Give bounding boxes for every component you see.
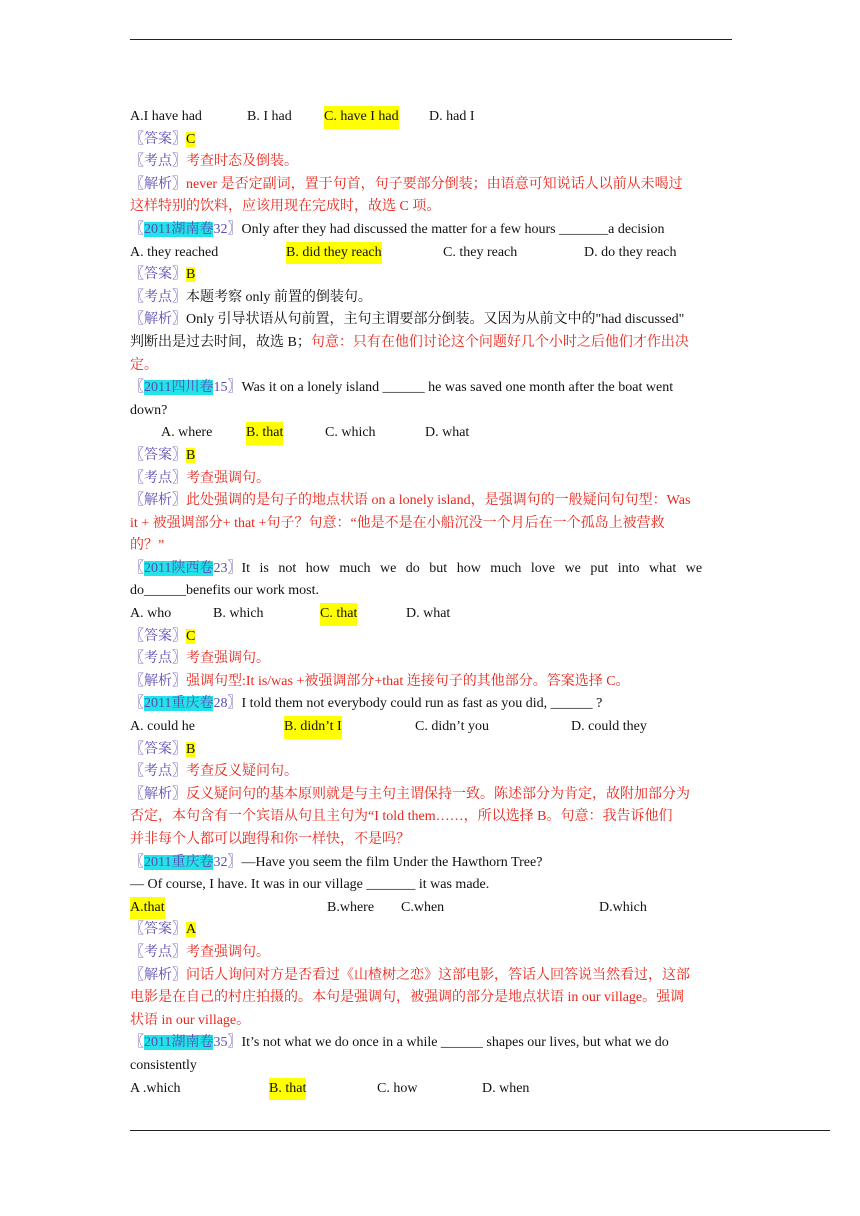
q6-source: 2011重庆卷 bbox=[144, 854, 214, 870]
q3-analysis-line-1 bbox=[130, 490, 730, 513]
footer-rule bbox=[130, 1130, 830, 1131]
analysis-label: 〖解析〗 bbox=[130, 493, 186, 509]
q5-source: 2011重庆卷 bbox=[144, 696, 214, 712]
q3-option-b: B. that bbox=[246, 422, 283, 445]
q3-options bbox=[130, 422, 730, 445]
answer-label: 〖答案〗 bbox=[130, 628, 186, 644]
q2-stem: Only after they had discussed the matter for a few hours _______a decision bbox=[241, 221, 665, 237]
q2-analysis-line-2 bbox=[130, 332, 730, 355]
q6-answer-line bbox=[130, 919, 730, 942]
q7-option-a: A .which bbox=[130, 1080, 181, 1096]
source-bracket: 〖 bbox=[130, 854, 144, 870]
q6-stem-line-1 bbox=[130, 852, 730, 875]
q7-stem-line-2: consistently bbox=[130, 1057, 197, 1073]
q4-source: 2011陕西卷 bbox=[144, 560, 214, 576]
q2-source-number: 32 bbox=[213, 221, 228, 237]
q7-option-c: C. how bbox=[377, 1080, 418, 1096]
q6-analysis-line-3: 状语 in our village。 bbox=[130, 1012, 251, 1028]
q6-options bbox=[130, 897, 730, 920]
q7-stem: It’s not what we do once in a while ______ shapes our lives, but what we do bbox=[241, 1035, 669, 1051]
q6-option-b: B.where bbox=[327, 899, 375, 915]
analysis-text: 判断出是过去时间，故选 B； bbox=[130, 334, 311, 350]
q5-source-number: 28 bbox=[213, 696, 228, 712]
analysis-text: never 是否定副词，置于句首，句子要部分倒装；由语意可知说话人以前从未喝过 bbox=[186, 176, 683, 192]
q5-point-line bbox=[130, 761, 730, 784]
q4-analysis-line-1 bbox=[130, 671, 730, 694]
q6-analysis-line-2: 电影是在自己的村庄拍摄的。本句是强调句，被强调的部分是地点状语 in our village。强调 bbox=[130, 990, 685, 1006]
source-bracket: 〖 bbox=[130, 1035, 144, 1051]
q5-stem-line bbox=[130, 693, 730, 716]
q3-option-a: A. where bbox=[161, 425, 213, 441]
q5-option-d: D. could they bbox=[571, 719, 647, 735]
source-bracket: 〗 bbox=[227, 380, 242, 396]
q4-source-number: 23 bbox=[213, 560, 228, 576]
answer-label: 〖答案〗 bbox=[130, 741, 186, 757]
source-bracket: 〖 bbox=[130, 221, 144, 237]
q3-stem-line-2: down? bbox=[130, 402, 168, 418]
q2-answer-line bbox=[130, 264, 730, 287]
answer-label: 〖答案〗 bbox=[130, 447, 186, 463]
q4-options bbox=[130, 603, 730, 626]
q6-option-a: A.that bbox=[130, 897, 165, 920]
q5-analysis-line-1 bbox=[130, 784, 730, 807]
analysis-text: 强调句型:It is/was +被强调部分+that 连接句子的其他部分。答案选择 C。 bbox=[186, 673, 630, 689]
q1-analysis-line-1 bbox=[130, 174, 730, 197]
analysis-text: 反义疑问句的基本原则就是与主句主谓保持一致。陈述部分为肯定，故附加部分为 bbox=[186, 786, 690, 802]
q7-stem-line-1 bbox=[130, 1032, 730, 1055]
point-text: 考查强调句。 bbox=[186, 651, 270, 667]
point-label: 〖考点〗 bbox=[130, 651, 186, 667]
answer-value: C bbox=[186, 628, 196, 644]
q3-source: 2011四川卷 bbox=[144, 380, 214, 396]
point-label: 〖考点〗 bbox=[130, 764, 186, 780]
q6-analysis-line-1 bbox=[130, 965, 730, 988]
analysis-label: 〖解析〗 bbox=[130, 312, 186, 328]
q5-options bbox=[130, 716, 730, 739]
document-body bbox=[130, 106, 730, 1100]
q3-option-c: C. which bbox=[325, 425, 376, 441]
q3-answer-line bbox=[130, 445, 730, 468]
source-bracket: 〗 bbox=[227, 854, 242, 870]
q4-option-d: D. what bbox=[406, 606, 451, 622]
q6-source-number: 32 bbox=[213, 854, 228, 870]
q3-analysis-line-2: it + 被强调部分+ that +句子？句意：“他是不是在小船沉没一个月后在一个孤岛上被营救 bbox=[130, 515, 665, 531]
q1-options bbox=[130, 106, 730, 129]
q2-option-c: C. they reach bbox=[443, 244, 518, 260]
q1-answer-line bbox=[130, 129, 730, 152]
q2-option-b: B. did they reach bbox=[286, 242, 382, 265]
analysis-label: 〖解析〗 bbox=[130, 967, 186, 983]
point-label: 〖考点〗 bbox=[130, 289, 186, 305]
q2-option-a: A. they reached bbox=[130, 244, 219, 260]
q2-option-d: D. do they reach bbox=[584, 244, 677, 260]
analysis-label: 〖解析〗 bbox=[130, 673, 186, 689]
q7-options bbox=[130, 1078, 730, 1101]
point-text: 考查时态及倒装。 bbox=[186, 154, 298, 170]
q3-source-number: 15 bbox=[213, 380, 228, 396]
q7-option-d: D. when bbox=[482, 1080, 530, 1096]
q4-answer-line bbox=[130, 626, 730, 649]
q5-option-a: A. could he bbox=[130, 719, 195, 735]
analysis-translation: 句意：只有在他们讨论这个问题好几个小时之后他们才作出决 bbox=[310, 334, 689, 350]
analysis-label: 〖解析〗 bbox=[130, 786, 186, 802]
q4-option-b: B. which bbox=[213, 606, 264, 622]
point-text: 本题考察 only 前置的倒装句。 bbox=[186, 289, 372, 305]
source-bracket: 〗 bbox=[227, 221, 242, 237]
q3-stem: Was it on a lonely island ______ he was saved one month after the boat went bbox=[241, 380, 674, 396]
source-bracket: 〖 bbox=[130, 696, 144, 712]
answer-label: 〖答案〗 bbox=[130, 131, 186, 147]
q3-stem-line-1 bbox=[130, 377, 730, 400]
q3-point-line bbox=[130, 468, 730, 491]
q5-answer-line bbox=[130, 739, 730, 762]
answer-value: A bbox=[186, 922, 197, 938]
source-bracket: 〗 bbox=[227, 560, 242, 576]
q6-stem: —Have you seem the film Under the Hawthorn Tree? bbox=[241, 854, 543, 870]
answer-label: 〖答案〗 bbox=[130, 922, 186, 938]
q4-stem-line-1 bbox=[130, 558, 730, 581]
q6-option-c: C.when bbox=[401, 899, 445, 915]
q2-point-line bbox=[130, 287, 730, 310]
q4-stem-line-2: do______benefits our work most. bbox=[130, 583, 319, 599]
q4-stem: It is not how much we do but how much love we put into what we bbox=[241, 560, 703, 576]
q7-option-b: B. that bbox=[269, 1078, 306, 1101]
q5-option-b: B. didn’t I bbox=[284, 716, 342, 739]
q1-option-c: C. have I had bbox=[324, 106, 399, 129]
answer-label: 〖答案〗 bbox=[130, 267, 186, 283]
header-rule bbox=[130, 39, 732, 40]
q1-option-d: D. had I bbox=[429, 109, 475, 124]
q5-analysis-line-3: 并非每个人都可以跑得和你一样快，不是吗？ bbox=[130, 832, 410, 847]
q4-point-line bbox=[130, 648, 730, 671]
source-bracket: 〗 bbox=[227, 696, 242, 712]
q2-source: 2011湖南卷 bbox=[144, 221, 214, 237]
point-label: 〖考点〗 bbox=[130, 470, 186, 486]
q1-point-line bbox=[130, 151, 730, 174]
analysis-text: 问话人询问对方是否看过《山楂树之恋》这部电影，答话人回答说当然看过，这部 bbox=[186, 967, 690, 983]
answer-value: B bbox=[186, 741, 196, 757]
point-label: 〖考点〗 bbox=[130, 944, 186, 960]
q3-option-d: D. what bbox=[425, 425, 470, 441]
q6-stem-line-2: — Of course, I have. It was in our village _______ it was made. bbox=[130, 877, 490, 893]
analysis-label: 〖解析〗 bbox=[130, 176, 186, 192]
q6-option-d: D.which bbox=[599, 899, 647, 915]
q5-analysis-line-2: 否定，本句含有一个宾语从句且主句为“I told them……，所以选择 B。句意：我告诉他们 bbox=[130, 809, 673, 825]
source-bracket: 〖 bbox=[130, 380, 144, 396]
answer-value: B bbox=[186, 267, 196, 283]
q1-option-b: B. I had bbox=[247, 109, 292, 124]
q5-stem: I told them not everybody could run as fast as you did, ______ ? bbox=[241, 696, 603, 712]
q1-analysis-line-2: 这样特别的饮料，应该用现在完成时，故选 C 项。 bbox=[130, 199, 441, 215]
answer-value: C bbox=[186, 131, 196, 147]
point-text: 考查反义疑问句。 bbox=[186, 764, 298, 780]
point-label: 〖考点〗 bbox=[130, 154, 186, 170]
point-text: 考查强调句。 bbox=[186, 470, 270, 486]
q2-analysis-line-1 bbox=[130, 309, 730, 332]
answer-value: B bbox=[186, 447, 196, 463]
q4-option-c: C. that bbox=[320, 603, 357, 626]
q2-analysis-line-3: 定。 bbox=[130, 357, 158, 373]
source-bracket: 〖 bbox=[130, 560, 144, 576]
q1-option-a: A.I have had bbox=[130, 109, 202, 124]
point-text: 考查强调句。 bbox=[186, 944, 270, 960]
q2-options bbox=[130, 242, 730, 265]
source-bracket: 〗 bbox=[227, 1035, 242, 1051]
q5-option-c: C. didn’t you bbox=[415, 719, 490, 735]
analysis-text: Only 引导状语从句前置，主句主谓要部分倒装。又因为从前文中的"had discussed" bbox=[186, 312, 685, 328]
q7-source-number: 35 bbox=[213, 1035, 228, 1051]
analysis-text: 此处强调的是句子的地点状语 on a lonely island，是强调句的一般疑问句句型：Was bbox=[186, 493, 691, 509]
q2-stem-line bbox=[130, 219, 730, 242]
q4-option-a: A. who bbox=[130, 606, 172, 622]
q7-source: 2011湖南卷 bbox=[144, 1035, 214, 1051]
q3-analysis-line-3: 的？” bbox=[130, 538, 165, 554]
q6-point-line bbox=[130, 942, 730, 965]
